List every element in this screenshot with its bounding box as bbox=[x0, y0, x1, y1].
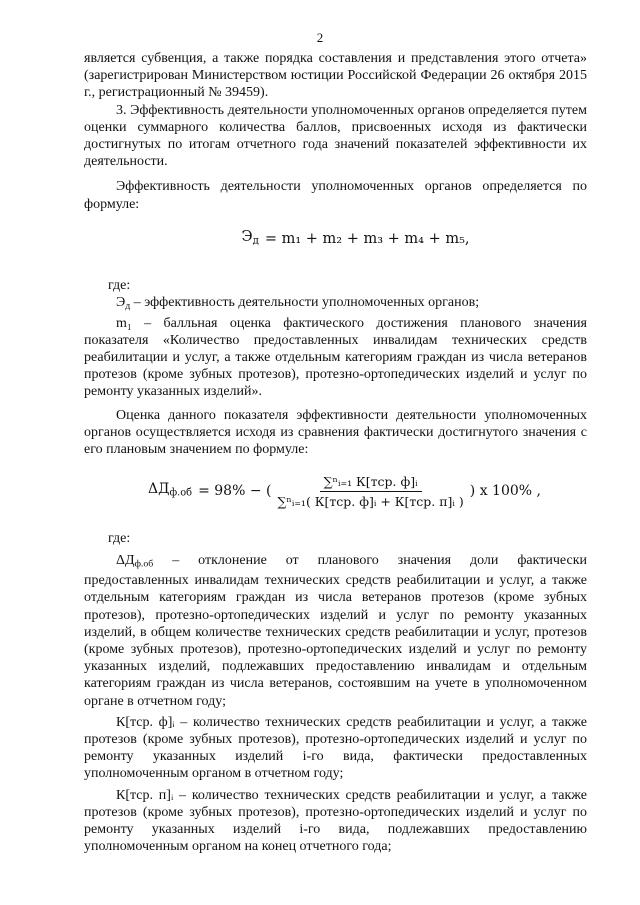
formula-deviation-lhs: $\Delta Д_{ф.об}$ bbox=[148, 480, 193, 499]
formula-deviation-tail: ) x 100% , bbox=[469, 482, 541, 499]
page-number: 2 bbox=[316, 30, 324, 45]
definition-kf: К[тср. ф]ᵢ – количество технических средств реабилитации и услуг, а также протезов (кроме зубных протезов), протезно-ортопедических изделий и услуг по ремонту указанных изделий i-го вида, фактически предоставленных уполномоченным органом в отчетном году; bbox=[84, 714, 588, 782]
definition-dd: $\Delta Д_{ф.об}$ – отклонение от планового значения доли фактически предоставленных инвалидам технических средств реабилитации и услуг, а также отдельным категориям граждан из числа ветеранов протезов (кроме зубных протезов), протезно-ортопедических изделий и услуг по ремонту указанных изделий, в общем количестве технических средств реабилитации и услуг, протезов (кроме зубных протезов), протезно-ортопедических изделий и услуг по ремонту указанных изделий, подлежавших предоставлению инвалидам и отдельным категориям граждан из числа ветеранов, состоявшим на учете в уполномоченном органе в отчетном году; bbox=[84, 552, 587, 709]
paragraph-3: 3. Эффективность деятельности уполномоченных органов определяется путем оценки суммарного количества баллов, присвоенных исходя из фактически достигнутых по итогам отчетного года значений показателей эффективности их деятельности. bbox=[84, 102, 587, 170]
formula-denominator: ∑ⁿᵢ₌₁( К[тср. ф]ᵢ + К[тср. п]ᵢ ) bbox=[277, 493, 464, 509]
formula-efficiency bbox=[124, 213, 587, 267]
definition-kp: К[тср. п]ᵢ – количество технических средств реабилитации и услуг, а также протезов (кроме зубных протезов), протезно-ортопедических изделий и услуг по ремонту указанных изделий i-го вида, подлежавших предоставлению уполномоченным органом на конец отчетного года; bbox=[84, 787, 588, 855]
formula-efficiency-lhs: $Э_д$ bbox=[241, 229, 259, 247]
intro-paragraph: является субвенция, а также порядка составления и представления этого отчета» (зарегистрирован Министерством юстиции Российской Федерации 26 октября 2015 г., регистрационный № 39459). bbox=[84, 51, 587, 101]
document-body bbox=[84, 50, 587, 855]
formula-efficiency-rhs: = m₁ + m₂ + m₃ + m₄ + m₅, bbox=[264, 231, 470, 248]
where-label-1: где: bbox=[108, 277, 131, 293]
where-label-2: где: bbox=[108, 531, 131, 547]
formula-deviation-eq: = 98% − ( bbox=[198, 482, 272, 499]
definition-ed: $Э_д$ – эффективность деятельности уполномоченных органов; bbox=[116, 295, 480, 312]
formula-deviation bbox=[148, 458, 587, 524]
formula-intro-paragraph: Эффективность деятельности уполномоченных органов определяется по формуле: bbox=[84, 179, 587, 212]
formula-numerator: ∑ⁿᵢ₌₁ К[тср. ф]ᵢ bbox=[320, 473, 422, 492]
estimate-paragraph: Оценка данного показателя эффективности деятельности уполномоченных органов осуществляется исходя из сравнения фактически достигнутого значения с его плановым значением по формуле: bbox=[84, 407, 587, 458]
formula-fraction bbox=[273, 473, 467, 510]
definition-m1: m₁ – балльная оценка фактического достижения планового значения показателя «Количество предоставленных инвалидам технических средств реабилитации и услуг, а также отдельным категориям граждан из числа ветеранов протезов (кроме зубных протезов), протезно-ортопедических изделий и услуг по ремонту указанных изделий». bbox=[84, 315, 587, 400]
